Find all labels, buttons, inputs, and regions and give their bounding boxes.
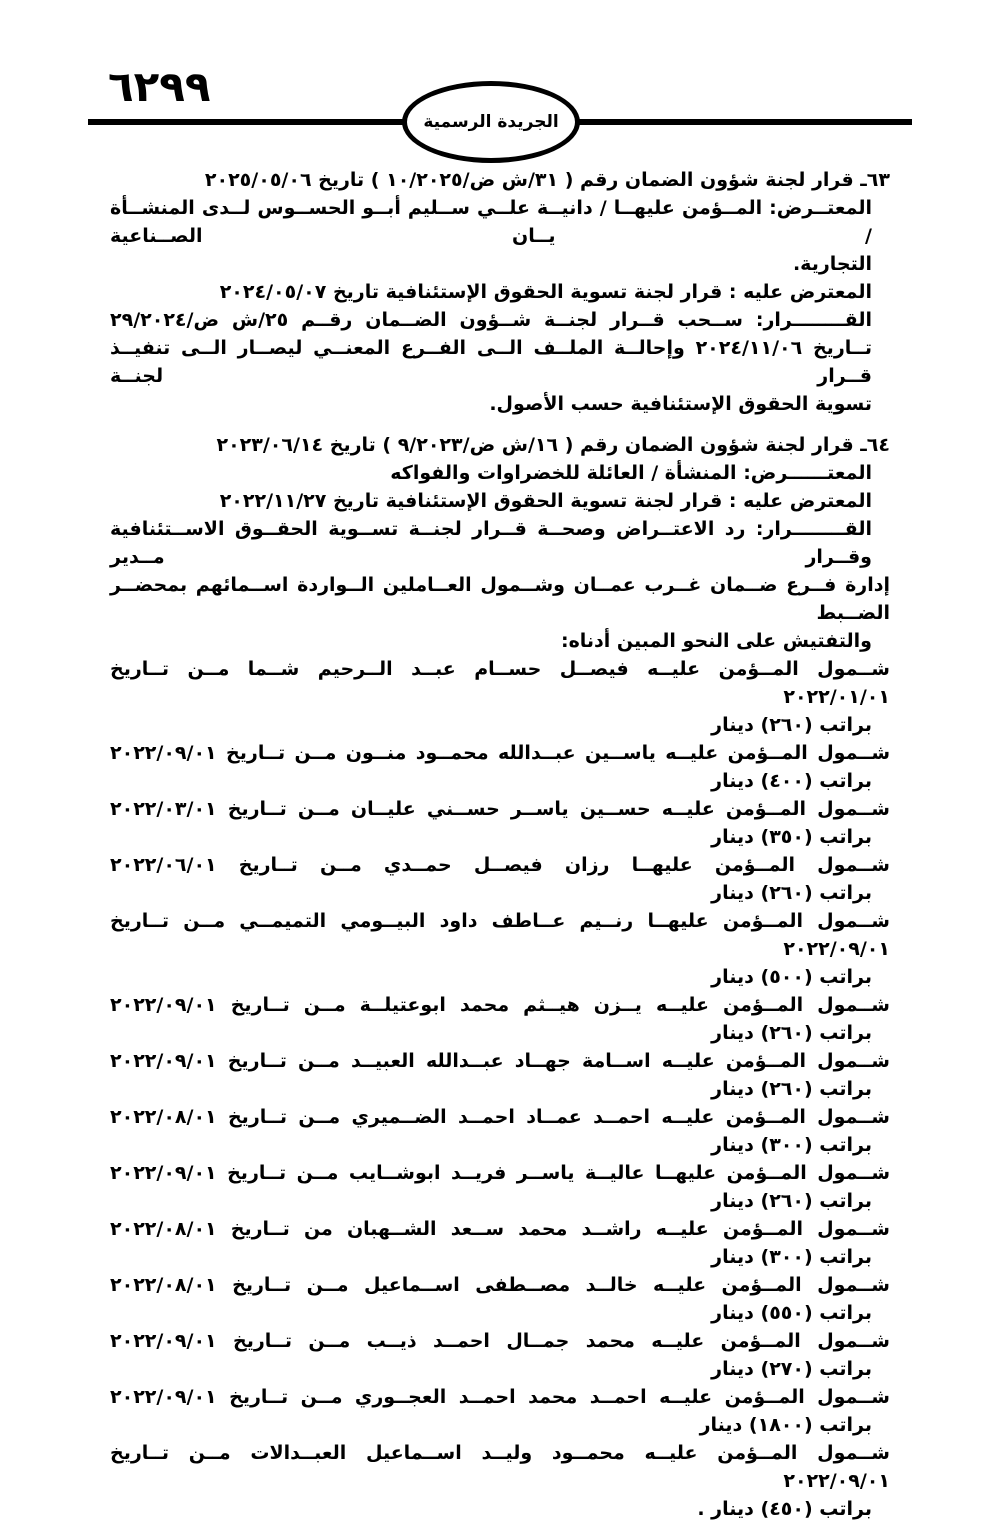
decision-line: المعتــــــرض: المنشأة / العائلة للخضراوات والفواكه xyxy=(390,462,872,484)
decision-line: تــاريخ ٢٠٢٤/١١/٠٦ وإحالــة الملــف الــى الفــرع المعنــي ليصــار الــى تنفيــذ قــرار لجنــة xyxy=(110,337,873,387)
decision-line: شــمول المــؤمن عليــه محمــود وليــد اســماعيل العبــدالات مــن تــاريخ ٢٠٢٢/٠٩/٠١ xyxy=(110,1442,890,1492)
decision-line: شــمول المــؤمن عليــه فيصــل حســام عبــد الــرحيم شــما مــن تــاريخ ٢٠٢٢/٠١/٠١ xyxy=(110,658,890,708)
decision-line: شــمول المــؤمن عليــه خالــد مصــطفى اســماعيل مــن تــاريخ ٢٠٢٢/٠٨/٠١ xyxy=(110,1274,890,1296)
decision-line: التجارية. xyxy=(792,253,872,275)
decision-line: براتب (٢٦٠) دينار xyxy=(711,882,872,904)
decision-line: براتب (٢٦٠) دينار xyxy=(711,1078,872,1100)
decision-line: براتب (٢٧٠) دينار xyxy=(711,1358,872,1380)
decision-line: والتفتيش على النحو المبين أدناه: xyxy=(560,630,872,652)
decision-line: براتب (٤٥٠) دينار . xyxy=(697,1498,872,1520)
decision-line: براتب (٢٦٠) دينار xyxy=(711,714,872,736)
decision-line: براتب (٥٥٠) دينار xyxy=(711,1302,872,1324)
decision-line: براتب (٢٦٠) دينار xyxy=(711,1190,872,1212)
decision-line: شــمول المــؤمن عليــه احمــد محمد احمــد العجــوري مــن تــاريخ ٢٠٢٢/٠٩/٠١ xyxy=(110,1386,890,1408)
decision-item xyxy=(110,431,890,1523)
decision-item xyxy=(110,166,890,418)
decision-line: المعتــرض: المــؤمن عليهــا / دانيــة علــي ســليم أبــو الحســوس لــدى المنشــأة / يــان الصــناعية xyxy=(110,197,872,247)
decision-line: براتب (٣٠٠) دينار xyxy=(711,1246,872,1268)
page-number: ٦٢٩٩ xyxy=(108,62,211,111)
decision-line: شــمول المــؤمن عليــه اســامة جهــاد عبــدالله العبيــد مــن تــاريخ ٢٠٢٢/٠٩/٠١ xyxy=(110,1050,890,1072)
decision-line: براتب (١٨٠٠) دينار xyxy=(699,1414,872,1436)
decision-line: شــمول المــؤمن عليــه راشــد محمد ســعد الشــهبان من تــاريخ ٢٠٢٢/٠٨/٠١ xyxy=(110,1218,890,1240)
decision-line: شــمول المــؤمن عليــه يــزن هيــثم محمد ابوعتيلــة مــن تــاريخ ٢٠٢٢/٠٩/٠١ xyxy=(110,994,890,1016)
decision-line: براتب (٣٥٠) دينار xyxy=(711,826,872,848)
gazette-seal xyxy=(402,81,580,163)
decision-line: شــمول المــؤمن عليــه احمــد عمــاد احمــد الضــميري مــن تــاريخ ٢٠٢٢/٠٨/٠١ xyxy=(110,1106,890,1128)
decision-line: تسوية الحقوق الإستئنافية حسب الأصول. xyxy=(489,393,872,415)
gazette-title: الجريدة الرسمية xyxy=(423,112,559,132)
decision-line: شــمول المــؤمن عليــه حســين ياســر حســني عليــان مــن تــاريخ ٢٠٢٢/٠٣/٠١ xyxy=(110,798,890,820)
decision-line: شــمول المــؤمن عليهــا عاليــة ياســر فريــد ابوشــايب مــن تــاريخ ٢٠٢٢/٠٩/٠١ xyxy=(110,1162,890,1184)
decision-line: شــمول المــؤمن عليــه محمد جمــال احمــد ذيــب مــن تــاريخ ٢٠٢٢/٠٩/٠١ xyxy=(110,1330,890,1352)
decision-line: المعترض عليه : قرار لجنة تسوية الحقوق الإستئنافية تاريخ ٢٠٢٢/١١/٢٧ xyxy=(219,490,872,512)
content xyxy=(110,166,890,1523)
decision-line: إدارة فــرع ضــمان غــرب عمــان وشــمول العــاملين الــواردة اســمائهم بمحضــر الضــبط xyxy=(110,574,890,624)
decision-line: براتب (٣٠٠) دينار xyxy=(711,1134,872,1156)
decision-line: براتب (٤٠٠) دينار xyxy=(711,770,872,792)
decision-line: ٦٤ـ قرار لجنة شؤون الضمان رقم ( ١٦/ش ض/٩/٢٠٢٣ ) تاريخ ٢٠٢٣/٠٦/١٤ xyxy=(216,434,890,456)
decision-line: شــمول المــؤمن عليهــا رنــيم عــاطف داود البيــومي التميمــي مــن تــاريخ ٢٠٢٢/٠٩/٠١ xyxy=(110,910,890,960)
decision-line: ٦٣ـ قرار لجنة شؤون الضمان رقم ( ٣١/ش ض/١٠/٢٠٢٥ ) تاريخ ٢٠٢٥/٠٥/٠٦ xyxy=(204,169,890,191)
decision-line: شــمول المــؤمن عليهــا رزان فيصــل حمــدي مــن تــاريخ ٢٠٢٢/٠٦/٠١ xyxy=(110,854,890,876)
decision-line: المعترض عليه : قرار لجنة تسوية الحقوق الإستئنافية تاريخ ٢٠٢٤/٠٥/٠٧ xyxy=(219,281,872,303)
decision-line: براتب (٢٦٠) دينار xyxy=(711,1022,872,1044)
decision-line: براتب (٥٠٠) دينار xyxy=(711,966,872,988)
decision-line: شــمول المــؤمن عليــه ياســين عبــدالله محمــود منــون مــن تــاريخ ٢٠٢٢/٠٩/٠١ xyxy=(110,742,890,764)
decision-line: القــــــــرار: رد الاعتــراض وصحــة قــرار لجنــة تســوية الحقــوق الاســتئنافية وقــرار مــدير xyxy=(110,518,872,568)
decision-line: القــــــــرار: ســحب قــرار لجنــة شــؤون الضــمان رقــم ٢٥/ش ض/٢٩/٢٠٢٤ xyxy=(110,309,872,331)
